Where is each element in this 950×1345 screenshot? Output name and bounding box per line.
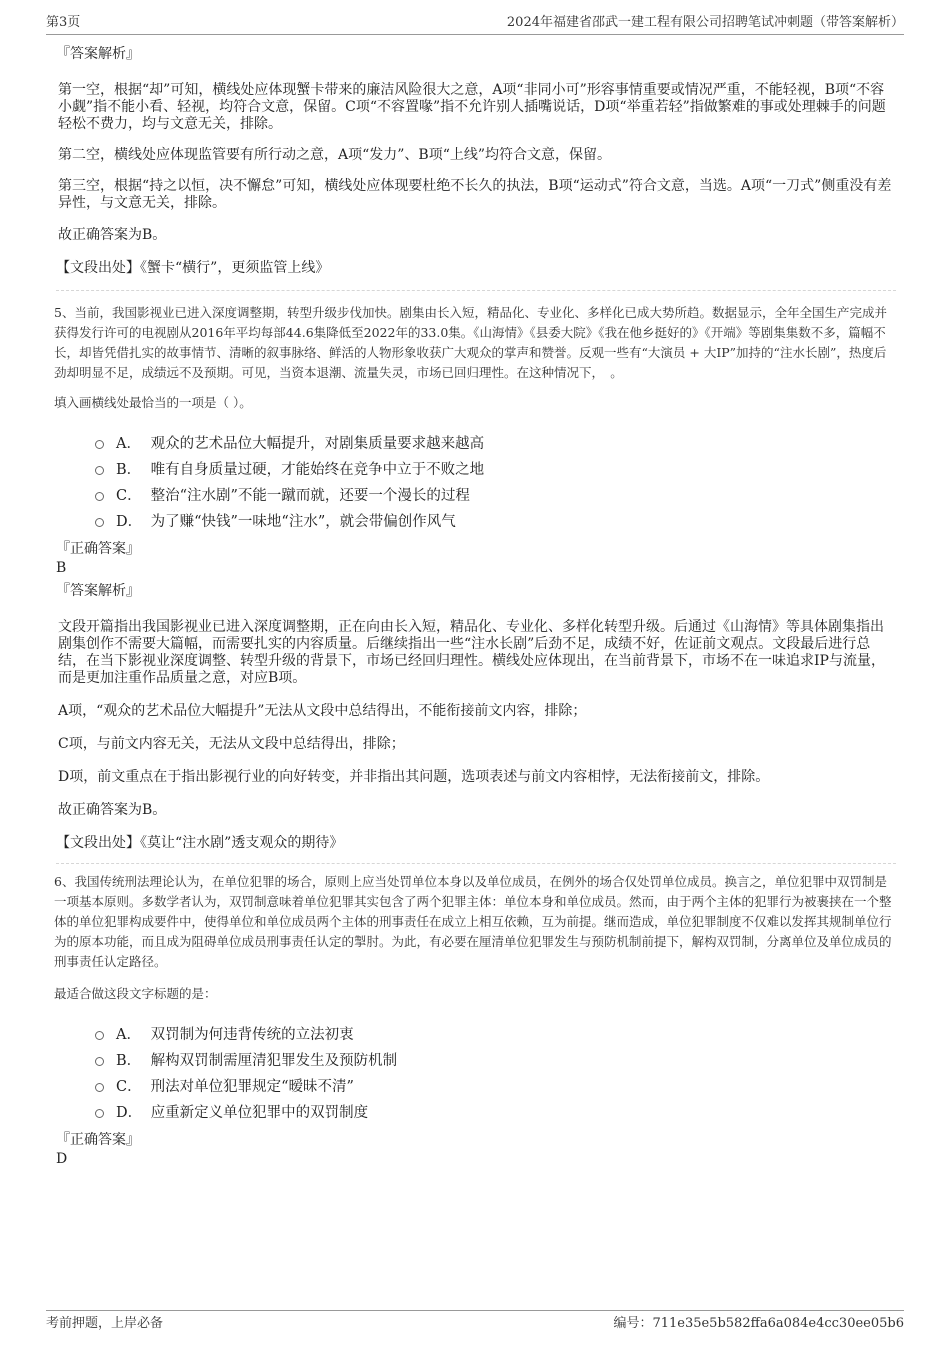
option-text: 应重新定义单位犯罪中的双罚制度 [150,1105,369,1121]
correct-answer-label: 『正确答案』 [56,541,140,557]
option-letter: C． [116,1079,142,1095]
option-text: 刑法对单位犯罪规定“暧昧不清” [150,1079,354,1095]
document-title: 2024年福建省邵武一建工程有限公司招聘笔试冲刺题（带答案解析） [506,15,904,30]
correct-answer-label: 『正确答案』 [56,1132,140,1148]
option-text: 观众的艺术品位大幅提升，对剧集质量要求越来越高 [150,436,485,452]
document-code: 编号：711e35e5b582ffa6a084e4cc30ee05b6 [613,1316,904,1331]
analysis-paragraph: A项，“观众的艺术品位大幅提升”无法从文段中总结得出，不能衔接前文内容，排除； [58,703,587,719]
option-letter: D． [116,1105,143,1121]
page-number: 第3页 [46,15,81,30]
option-b[interactable] [56,1048,896,1074]
option-letter: B． [116,462,142,478]
answer-analysis-label: 『答案解析』 [56,583,140,599]
radio-button[interactable] [95,1057,104,1066]
radio-button[interactable] [95,1031,104,1040]
correct-answer: D [56,1151,68,1167]
option-a[interactable] [56,431,896,457]
analysis-paragraph: 第二空，横线处应体现监管要有所行动之意，A项“发力”、B项“上线”均符合文意，保留。 [58,147,612,163]
option-a[interactable] [56,1022,896,1048]
option-c[interactable] [56,483,896,509]
option-letter: C． [116,488,142,504]
option-text: 双罚制为何违背传统的立法初衷 [150,1027,354,1043]
option-letter: A． [116,1027,141,1043]
option-b[interactable] [56,457,896,483]
option-text: 为了赚“快钱”一味地“注水”，就会带偏创作风气 [150,514,456,530]
analysis-paragraph: 第一空，根据“却”可知，横线处应体现蟹卡带来的廉洁风险很大之意，A项“非同小可”形容事情重要或情况严重，不能轻视，B项“不容小觑”指不能小看、轻视，均符合文意，保留。C项“不容置喙”指不允许别人插嘴说话，D项“举重若轻”指做繁难的事或处理棘手的问题轻松不费力，均与文意无关，排除。 [58,82,886,132]
option-letter: B． [116,1053,142,1069]
analysis-conclusion: 故正确答案为B。 [58,227,167,243]
option-d[interactable] [56,509,896,535]
question-stem: 6、我国传统刑法理论认为，在单位犯罪的场合，原则上应当处罚单位本身以及单位成员，在例外的场合仅处罚单位成员。换言之，单位犯罪中双罚制是一项基本原则。多数学者认为，双罚制意味着单位犯罪其实包含了两个犯罪主体：单位本身和单位成员。然而，由于两个主体的犯罪行为被裹挟在一个整体的单位犯罪构成要件中，使得单位和单位成员两个主体的刑事责任在成立上相互依赖，互为前提。继而造成，单位犯罪制度不仅难以发挥其规制单位行为的原本功能，而且成为阻碍单位成员刑事责任认定的掣肘。为此，有必要在厘清单位犯罪发生与预防机制前提下，解构双罚制，分离单位及单位成员的刑事责任认定路径。 [54,874,892,969]
footer-slogan: 考前押题，上岸必备 [46,1316,164,1331]
page-footer [46,1310,904,1335]
radio-button[interactable] [95,518,104,527]
option-list [56,1022,896,1126]
question-prompt: 最适合做这段文字标题的是： [54,986,217,1001]
section-divider [56,290,896,291]
analysis-paragraph: D项，前文重点在于指出影视行业的向好转变，并非指出其问题，选项表述与前文内容相悖，无法衔接前文，排除。 [58,769,770,785]
analysis-conclusion: 故正确答案为B。 [58,802,167,818]
option-d[interactable] [56,1100,896,1126]
option-text: 唯有自身质量过硬，才能始终在竞争中立于不败之地 [150,462,485,478]
radio-button[interactable] [95,440,104,449]
option-text: 整治“注水剧”不能一蹴而就，还要一个漫长的过程 [150,488,470,504]
section-divider [56,863,896,864]
radio-button[interactable] [95,466,104,475]
radio-button[interactable] [95,1083,104,1092]
page-content [56,44,896,1168]
analysis-paragraph: C项，与前文内容无关，无法从文段中总结得出，排除； [58,736,405,752]
option-text: 解构双罚制需厘清犯罪发生及预防机制 [150,1053,398,1069]
option-letter: D． [116,514,143,530]
analysis-paragraph: 第三空，根据“持之以恒，决不懈怠”可知，横线处应体现要杜绝不长久的执法，B项“运动式”符合文意，当选。A项“一刀式”侧重没有差异性，与文意无关，排除。 [58,178,892,211]
question-stem: 5、当前，我国影视业已进入深度调整期，转型升级步伐加快。剧集由长入短，精品化、专业化、多样化已成大势所趋。数据显示，全年全国生产完成并获得发行许可的电视剧从2016年平均每部44.6集降低至2022年的33.0集。《山海情》《县委大院》《我在他乡挺好的》《开端》等剧集集数不多，篇幅不长，却皆凭借扎实的故事情节、清晰的叙事脉络、鲜活的人物形象收获广大观众的掌声和赞誉。反观一些有“大演员 + 大IP”加持的“注水长剧”，热度后劲却明显不足，成绩远不及预期。可见，当资本退潮、流量失灵，市场已回归理性。在这种情况下， 。 [54,305,887,380]
option-letter: A． [116,436,141,452]
passage-source: 【文段出处】《蟹卡“横行”，更须监管上线》 [56,260,330,276]
option-c[interactable] [56,1074,896,1100]
passage-source: 【文段出处】《莫让“注水剧”透支观众的期待》 [56,835,344,851]
answer-analysis-label: 『答案解析』 [56,46,140,62]
analysis-paragraph: 文段开篇指出我国影视业已进入深度调整期，正在向由长入短，精品化、专业化、多样化转型升级。后通过《山海情》等具体剧集指出剧集创作不需要大篇幅，而需要扎实的内容质量。后继续指出一些“注水长剧”后劲不足，成绩不好，佐证前文观点。文段最后进行总结，在当下影视业深度调整、转型升级的背景下，市场已经回归理性。横线处应体现出，在当前背景下，市场不在一味追求IP与流量，而是更加注重作品质量之意，对应B项。 [58,619,885,686]
radio-button[interactable] [95,1109,104,1118]
correct-answer: B [56,560,67,576]
question-prompt: 填入画横线处最恰当的一项是（ ）。 [54,395,252,410]
radio-button[interactable] [95,492,104,501]
option-list [56,431,896,535]
page-header [46,14,904,35]
